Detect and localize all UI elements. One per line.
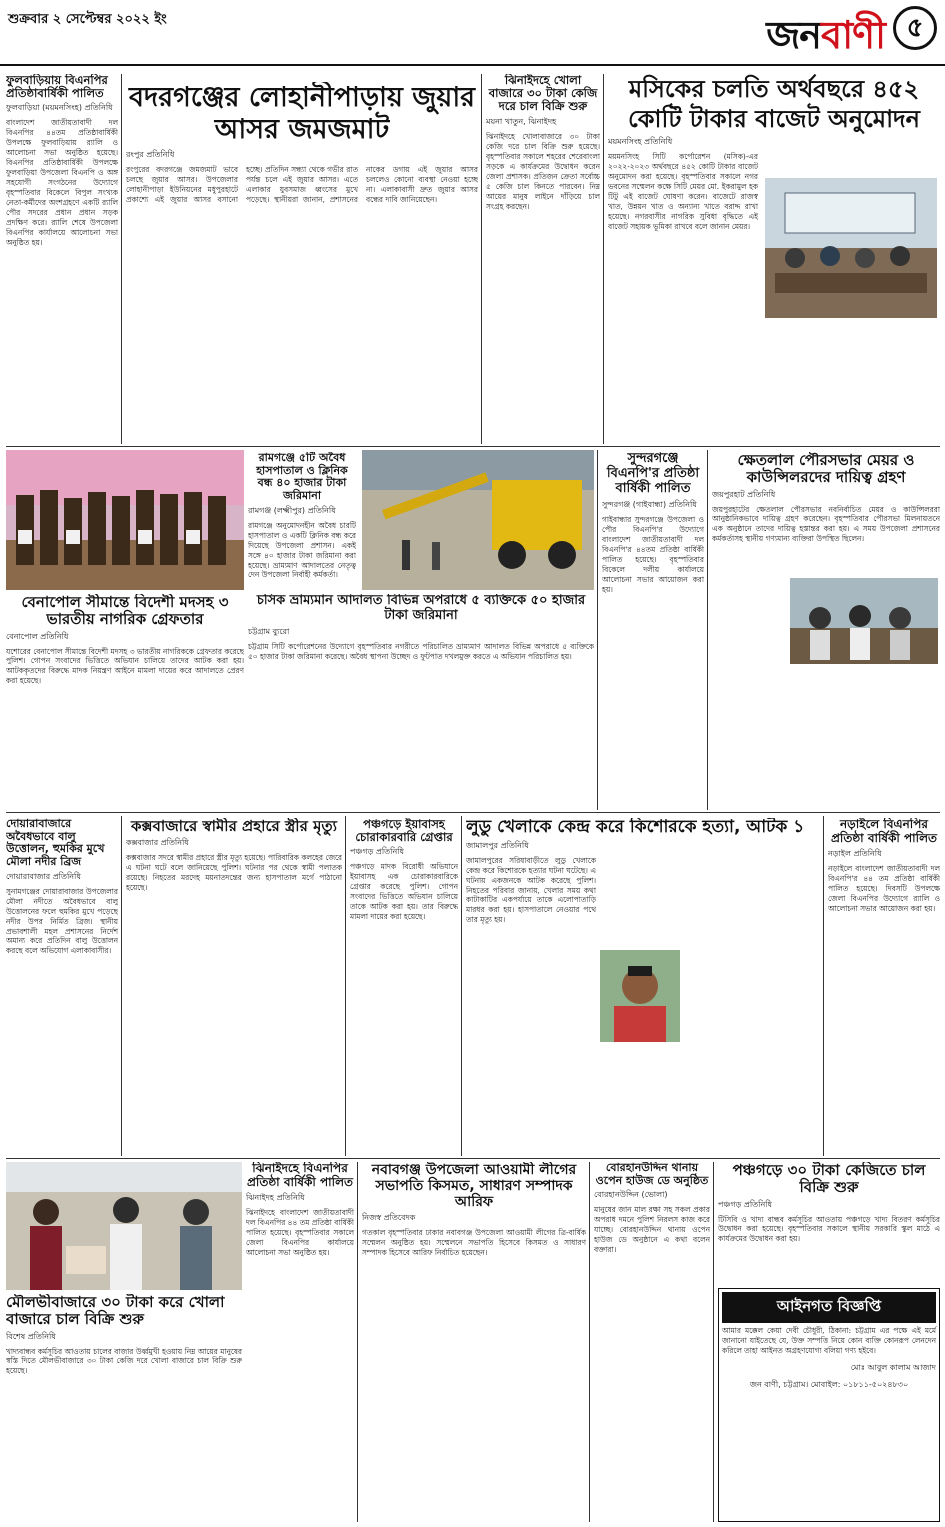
- column-rule: [597, 450, 598, 810]
- legal-notice: [718, 1288, 940, 1522]
- byline: পঞ্চগড় প্রতিনিধি: [718, 1199, 773, 1209]
- byline: পঞ্চগড় প্রতিনিধি: [350, 847, 405, 857]
- column-rule: [121, 816, 122, 1156]
- byline: ময়না খাতুন, ঝিনাইদহ: [486, 116, 557, 126]
- headline: নড়াইলে বিএনপির প্রতিষ্ঠা বার্ষিকী পালিত: [830, 818, 938, 845]
- byline: বিশেষ প্রতিনিধি: [6, 1331, 56, 1341]
- story-body: টিসিবি ও খাদ্য বান্ধব কর্মসূচির আওতায় পঞ্চগড়ে খাদ্য বিতরণ কর্মসূচির উদ্বোধন করা হয়েছে। বৃহস্পতিবার সকালে স্থানীয় সরকারি স্কুল মাঠে এ কার্যক্রমের উদ্বোধন করা হয়।: [718, 1214, 940, 1244]
- column-rule: [589, 1162, 590, 1522]
- story-body: বাংলাদেশ জাতীয়তাবাদী দল বিএনপির ৪৪তম প্রতিষ্ঠাবার্ষিকী উপলক্ষে ফুলবাড়িয়ায় র‌্যালি ও আলোচনা সভা অনুষ্ঠিত হয়েছে। বিএনপির প্রতিষ্ঠাবার্ষিকী উপলক্ষে ফুলবাড়িয়া উপজেলা বিএনপি ও অঙ্গ সহযোগী সংগঠনের উদ্যোগে বৃহস্পতিবার বিকেলে বিপুল সংখ্যক নেতা-কর্মীদের অংশগ্রহণে একটি র‌্যালি পৌর সদরের প্রধান প্রধান সড়ক প্রদক্ষিণ করে। র‌্যালি শেষে উপজেলা বিএনপির কার্যালয়ে আলোচনা সভা অনুষ্ঠিত হয়।: [6, 118, 118, 248]
- story-coxsbazar: [126, 818, 342, 1156]
- column-rule: [707, 450, 708, 810]
- column-rule: [481, 74, 482, 444]
- byline: বেনাপোল প্রতিনিধি: [6, 631, 69, 641]
- notice-body: আমার মক্কেল কেয়া দেবী চৌধুরী, ঠিকানা: চট্টগ্রাম এর পক্ষে এই মর্মে জানানো যাইতেছে যে, উক্ত সম্পত্তি নিয়ে কোন ব্যক্তি কোনরূপ লেনদেন করিলে তাহা আইনত অগ্রহণযোগ্য বলিয়া গণ্য হইবে।: [722, 1326, 936, 1355]
- newspaper-logo: [766, 6, 885, 70]
- headline: পঞ্চগড়ে ৩০ টাকা কেজিতে চাল বিক্রি শুরু: [732, 1162, 926, 1197]
- notice-title: আইনগত বিজ্ঞপ্তি: [722, 1292, 936, 1323]
- story-body: যশোরের বেনাপোল সীমান্তে বিদেশী মদসহ ৩ ভারতীয় নাগরিককে গ্রেফতার করেছে পুলিশ। গোপন সংবাদের ভিত্তিতে অভিযান চালিয়ে তাদের আটক করা হয়। আটককৃতদের বিরুদ্ধে মাদক নিয়ন্ত্রণ আইনে মামলা দায়ের করে আদালতে প্রেরণ করা হয়েছে।: [6, 646, 244, 686]
- column-rule: [357, 1162, 358, 1522]
- headline: লুডু খেলাকে কেন্দ্র করে কিশোরকে হত্যা, আটক ১: [466, 818, 805, 837]
- notice-footer: জন বাণী, চট্টগ্রাম। মোবাইল: ০১৮১১-৫০২৪৮৩০: [749, 1379, 909, 1389]
- mayor-ceremony-photo: [790, 578, 938, 664]
- byline: নড়াইল প্রতিনিধি: [828, 848, 882, 858]
- story-body: চট্টগ্রাম সিটি কর্পোরেশনের উদ্যোগে বৃহস্পতিবার নগরীতে পরিচালিত ভ্রাম্যমাণ আদালত বিভিন্ন অপরাধে ৫ ব্যক্তিকে ৫০ হাজার টাকা জরিমানা করেছে। অবৈধ স্থাপনা উচ্ছেদ ও ফুটপাত দখলমুক্ত করতে এ অভিযান পরিচালিত হয়।: [248, 641, 594, 661]
- story-nawabganj: [362, 1162, 586, 1522]
- row-rule: [6, 446, 940, 447]
- page-number: ৫: [893, 6, 937, 50]
- bulldozer-photo: [362, 450, 594, 590]
- byline: বোরহানউদ্দিন (ভোলা): [594, 1190, 668, 1200]
- story-body: সুনামগঞ্জের দোয়ারাবাজার উপজেলার মৌলা নদীতে অবৈধভাবে বালু উত্তোলনের ফলে হুমকির মুখে পড়েছে নদীর উপর নির্মিত ব্রিজ। স্থানীয় প্রভাবশালী মহল প্রশাসনের নির্দেশ অমান্য করে প্রতিদিন বালু উত্তোলন করছে বলে অভিযোগ এলাকাবাসীর।: [6, 886, 118, 956]
- byline: জামালপুর প্রতিনিধি: [466, 840, 529, 850]
- byline: ঝিনাইদহ প্রতিনিধি: [246, 1192, 305, 1202]
- issue-date: শুক্রবার ২ সেপ্টেম্বর ২০২২ ইং: [8, 12, 167, 27]
- headline: নবাবগঞ্জ উপজেলা আওয়ামী লীগের সভাপতি কিসমত, সাধারণ সম্পাদক আরিফ: [371, 1162, 577, 1211]
- column-rule: [461, 816, 462, 1156]
- headline: চসিক ভ্রাম্যমান আদালত বিভিন্ন অপরাধে ৫ ব্যক্তিকে ৫০ হাজার টাকা জরিমানা: [256, 594, 586, 623]
- story-panchagarh-yaba: [350, 818, 458, 1156]
- headline: মৌলভীবাজারে ৩০ টাকা করে খোলা বাজারে চাল বিক্রি শুরু: [6, 1294, 225, 1329]
- victim-portrait-photo: [600, 950, 680, 1042]
- column-rule: [121, 74, 122, 444]
- headline: মসিকের চলতি অর্থবছরে ৪৫২ কোটি টাকার বাজেট অনুমোদন: [628, 75, 920, 133]
- headline: ঝিনাইদহে খোলা বাজারে ৩০ টাকা কেজি দরে চাল বিক্রি শুরু: [488, 74, 598, 114]
- story-body: রংপুরের বদরগঞ্জে জমজমাট ভাবে চলছে জুয়ার আসর। উপজেলার লোহানীপাড়া ইউনিয়নের মধুপুরহাটে প্রকাশ্যে এই জুয়ার আসর বসানো হচ্ছে। প্রতিদিন সন্ধ্যা থেকে গভীর রাত পর্যন্ত চলে এই জুয়ার আসর। এতে এলাকার যুবসমাজ ধ্বংসের মুখে পড়েছে। স্থানীয়রা জানান, প্রশাসনের নাকের ডগায় এই জুয়ার আসর চললেও কোনো ব্যবস্থা নেওয়া হচ্ছে না। এলাকাবাসী দ্রুত জুয়ার আসর বন্ধের দাবি জানিয়েছেন।: [126, 164, 478, 204]
- byline: নিজস্ব প্রতিবেদক: [362, 1213, 416, 1223]
- story-body: খাদ্যবান্ধব কর্মসূচির আওতায় চালের বাজার উর্ধ্বমুখী হওয়ায় নিম্ন আয়ের মানুষের স্বস্তি দিতে মৌলভীবাজারে ৩০ টাকা কেজি দরে খোলা বাজারে চাল বিক্রি শুরু হয়েছে।: [6, 1346, 242, 1376]
- story-body: পঞ্চগড়ে মাদক বিরোধী অভিযানে ইয়াবাসহ এক চোরাকারবারিকে গ্রেপ্তার করেছে পুলিশ। গোপন সংবাদের ভিত্তিতে অভিযান চালিয়ে তাকে আটক করা হয়। তার বিরুদ্ধে মামলা দায়ের করা হয়েছে।: [350, 862, 458, 922]
- story-chasik: [248, 594, 594, 808]
- column-rule: [823, 816, 824, 1156]
- story-body: গতকাল বৃহস্পতিবার ঢাকার নবাবগঞ্জ উপজেলা আওয়ামী লীগের ত্রি-বার্ষিক সম্মেলন অনুষ্ঠিত হয়। সম্মেলনে সভাপতি হিসেবে কিসমত ও সাধারণ সম্পাদক হিসেবে আরিফ নির্বাচিত হয়েছেন।: [362, 1228, 586, 1258]
- logo-part-1: জন: [766, 13, 821, 57]
- story-body: রামগঞ্জে অনুমোদনহীন অবৈধ চারটি হাসপাতাল ও একটি ক্লিনিক বন্ধ করে দিয়েছে উপজেলা প্রশাসন। একই সঙ্গে ৪০ হাজার টাকা জরিমানা করা হয়েছে। ভ্রাম্যমাণ আদালতের নেতৃত্ব দেন উপজেলা নির্বাহী কর্মকর্তা।: [248, 520, 356, 580]
- story-panchagarh-rice: [718, 1162, 940, 1282]
- story-body: মানুষের জান মাল রক্ষা সহ সকল প্রকার অপরাধ দমনে পুলিশ নিরলস কাজ করে যাচ্ছে। বোরহানউদ্দিন থানায় ওপেন হাউজ ডে অনুষ্ঠানে এ কথা বলেন বক্তারা।: [594, 1205, 710, 1255]
- story-dowarabazar: [6, 818, 118, 1156]
- story-body: ঝিনাইদহে বাংলাদেশ জাতীয়তাবাদী দল বিএনপির ৪৪ তম প্রতিষ্ঠা বার্ষিকী পালিত হয়েছে। বৃহস্পতিবার সকালে জেলা বিএনপির কার্যালয়ে আলোচনা সভা অনুষ্ঠিত হয়।: [246, 1207, 354, 1257]
- byline: ময়মনসিংহ প্রতিনিধি: [608, 137, 673, 146]
- story-borhanuddin: [594, 1162, 710, 1522]
- byline: সুন্দরগঞ্জ (গাইবান্ধা) প্রতিনিধি: [602, 499, 697, 509]
- story-jhenaidah-bnp: [246, 1162, 354, 1522]
- byline: রামগঞ্জ (লক্ষ্মীপুর) প্রতিনিধি: [248, 505, 336, 515]
- liquor-photo: [6, 450, 244, 590]
- story-body: জামালপুরের সরিষাবাড়ীতে লুডু খেলাকে কেন্দ্র করে কিশোরকে হত্যার ঘটনা ঘটেছে। এ ঘটনায় একজনকে আটক করেছে পুলিশ। নিহতের পরিবার জানায়, খেলার সময় কথা কাটাকাটির একপর্যায়ে তাকে এলোপাতাড়ি মারধর করা হয়। হাসপাতালে নেওয়ার পথে তার মৃত্যু হয়।: [466, 855, 596, 925]
- headline: কক্সবাজারে স্বামীর প্রহারে স্ত্রীর মৃত্যু: [131, 818, 337, 835]
- headline: বেনাপোল সীমান্তে বিদেশী মদসহ ৩ ভারতীয় নাগরিক গ্রেফতার: [21, 594, 229, 629]
- headline: সুন্দরগঞ্জে বিএনপি'র প্রতিষ্ঠা বার্ষিকী পালিত: [606, 452, 700, 496]
- story-body: গাইবান্ধার সুন্দরগঞ্জে উপজেলা ও পৌর বিএনপি'র উদ্যোগে বাংলাদেশ জাতীয়তাবাদী দল বিএনপি'র ৪৪তম প্রতিষ্ঠা বার্ষিকী পালিত হয়েছে। বৃহস্পতিবার বিকেলে দলীয় কার্যালয়ে আলোচনা সভার আয়োজন করা হয়।: [602, 514, 704, 594]
- byline: দোয়ারাবাজার প্রতিনিধি: [6, 871, 81, 881]
- row-rule: [6, 812, 940, 813]
- notice-signature: মোঃ আবুল কালাম আজাদ: [850, 1362, 936, 1372]
- headline: পঞ্চগড়ে ইয়াবাসহ চোরাকারবারি গ্রেপ্তার: [355, 818, 453, 845]
- story-body: ময়মনসিংহ সিটি কর্পোরেশন (মসিক)-এর ২০২২-২০২৩ অর্থবছরে ৪৫২ কোটি টাকার বাজেট অনুমোদন করা হয়েছে। বৃহস্পতিবার সকালে নগর ভবনের সম্মেলন কক্ষে সিটি মেয়র মো. ইকরামুল হক টিটু এই বাজেট ঘোষণা করেন। বাজেটে রাজস্ব খাত, উন্নয়ন খাত ও অন্যান্য খাতে বরাদ্দ রাখা হয়েছে। নগরবাসীর নাগরিক সুবিধা বৃদ্ধিতে এই বাজেট সহায়ক ভূমিকা রাখবে বলে জানান মেয়র।: [608, 152, 758, 231]
- headline: রামগঞ্জে ৫টি অবৈধ হাসপাতাল ও ক্লিনিক বন্ধ ৪০ হাজার টাকা জরিমানা: [256, 452, 348, 502]
- story-sundarganj: [602, 452, 704, 808]
- byline: চট্টগ্রাম ব্যুরো: [248, 626, 290, 636]
- story-body: নড়াইলে বাংলাদেশ জাতীয়তাবাদী দল বিএনপি'র ৪৪ তম প্রতিষ্ঠা বার্ষিকী পালিত হয়েছে। দিবসটি উপলক্ষে জেলা বিএনপির উদ্যোগে র‌্যালি ও আলোচনা সভার আয়োজন করা হয়।: [828, 863, 940, 913]
- masthead: [0, 0, 945, 66]
- story-moulvibazar: [6, 1294, 242, 1522]
- headline: দোয়ারাবাজারে অবৈধভাবে বালু উত্তোলন, হুমকির মুখে মৌলা নদীর ব্রিজ: [6, 818, 105, 868]
- story-badarganj: [126, 82, 478, 446]
- headline: ঝিনাইদহে বিএনপির প্রতিষ্ঠা বার্ষিকী পালিত: [246, 1162, 354, 1189]
- story-phulbaria: [6, 74, 118, 446]
- column-rule: [345, 816, 346, 1156]
- column-rule: [713, 1162, 714, 1522]
- rice-sale-photo: [6, 1162, 242, 1290]
- story-body: জয়পুরহাটের ক্ষেতলাল পৌরসভার নবনির্বাচিত মেয়র ও কাউন্সিলররা আনুষ্ঠানিকভাবে দায়িত্ব গ্রহণ করেছেন। বৃহস্পতিবার পৌরসভা মিলনায়তনে এক অনুষ্ঠানে তাদের দায়িত্ব হস্তান্তর করা হয়। এ সময় উপজেলা প্রশাসনের কর্মকর্তাসহ স্থানীয় গণ্যমান্য ব্যক্তিরা উপস্থিত ছিলেন।: [712, 504, 940, 544]
- headline: বোরহানউদ্দিন থানায় ওপেন হাউজ ডে অনুষ্ঠিত: [595, 1162, 709, 1187]
- story-body: কক্সবাজার সদরে স্বামীর প্রহারে স্ত্রীর মৃত্যু হয়েছে। পারিবারিক কলহের জেরে এ ঘটনা ঘটে বলে জানিয়েছে পুলিশ। ঘটনার পর থেকে স্বামী পলাতক রয়েছে। নিহতের মরদেহ ময়নাতদন্তের জন্য হাসপাতাল মর্গে পাঠানো হয়েছে।: [126, 853, 342, 893]
- byline: জয়পুরহাট প্রতিনিধি: [712, 489, 776, 499]
- headline: ক্ষেতলাল পৌরসভার মেয়র ও কাউন্সিলরদের দায়িত্ব গ্রহণ: [737, 452, 915, 487]
- budget-meeting-photo: [765, 178, 937, 318]
- headline: বদরগঞ্জের লোহানীপাড়ায় জুয়ার আসর জমজমাট: [129, 82, 475, 146]
- story-body: ঝিনাইদহে খোলাবাজারে ৩০ টাকা কেজি দরে চাল বিক্রি শুরু হয়েছে। বৃহস্পতিবার সকালে শহরের শেরেবাংলা সড়কে এ কার্যক্রমের উদ্বোধন করেন জেলা প্রশাসক। প্রতিজন ক্রেতা সর্বোচ্চ ৫ কেজি চাল কিনতে পারবেন। নিম্ন আয়ের মানুষ লাইনে দাঁড়িয়ে চাল সংগ্রহ করছেন।: [486, 131, 600, 211]
- byline: রংপুর প্রতিনিধি: [126, 149, 175, 159]
- story-narail: [828, 818, 940, 1156]
- story-benapole: [6, 594, 244, 808]
- row-rule: [6, 1158, 940, 1159]
- story-jhenaidah-rice: [486, 74, 600, 446]
- column-rule: [603, 74, 604, 444]
- logo-part-2: বাণী: [820, 13, 885, 57]
- byline: কক্সবাজার প্রতিনিধি: [126, 838, 189, 848]
- headline: ফুলবাড়িয়ায় বিএনপির প্রতিষ্ঠাবার্ষিকী পালিত: [6, 74, 108, 101]
- byline: ফুলবাড়িয়া (ময়মনসিংহ) প্রতিনিধি: [6, 103, 113, 113]
